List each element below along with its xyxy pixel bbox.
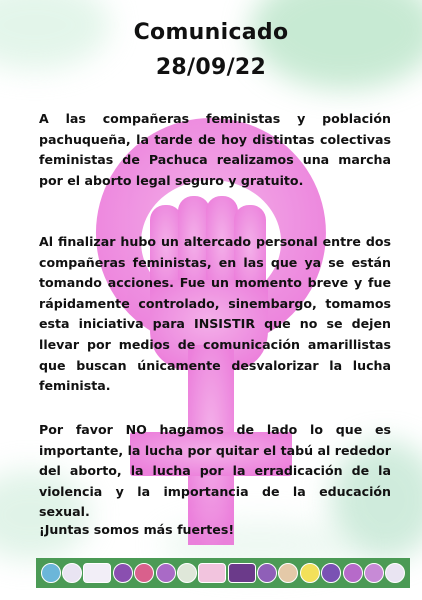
date-heading: 28/09/22	[155, 55, 267, 80]
page-title: Comunicado	[133, 20, 289, 45]
collective-logo-icon-16	[385, 563, 405, 583]
collective-logo-icon-12	[300, 563, 320, 583]
collective-logo-icon-11	[278, 563, 298, 583]
collective-logo-icon-13	[321, 563, 341, 583]
collective-logo-icon-7	[177, 563, 197, 583]
closing-line: ¡Juntas somos más fuertes!	[39, 522, 235, 537]
collective-logo-icon-3	[83, 563, 111, 583]
paragraph-incident: Al finalizar hubo un altercado personal entre dos compañeras feministas, en las que ya se están tomando acciones. Fue un momento breve y fue rápidamente controlado, sinembargo, tomamos esta iniciativa para INSISTIR que no se dejen llevar por medios de comunicación amarillistas que buscan únicamente desvalorizar la lucha feminista.	[39, 234, 391, 394]
collective-logo-icon-10	[257, 563, 277, 583]
collective-logos-band	[36, 558, 410, 588]
collective-logo-icon-14	[343, 563, 363, 583]
collective-logo-icon-1	[41, 563, 61, 583]
collective-logo-icon-6	[156, 563, 176, 583]
collective-logo-icon-9	[228, 563, 256, 583]
paragraph-appeal: Por favor NO hagamos de lado lo que es importante, la lucha por quitar el tabú al rededor del aborto, la lucha por la erradicación de la violencia y la importancia de la educación sexual.	[39, 422, 391, 520]
collective-logo-icon-8	[198, 563, 226, 583]
collective-logo-icon-5	[134, 563, 154, 583]
collective-logo-icon-2	[62, 563, 82, 583]
collective-logo-icon-15	[364, 563, 384, 583]
paragraph-intro: A las compañeras feministas y población pachuqueña, la tarde de hoy distintas colectivas feministas de Pachuca realizamos una marcha por el aborto legal seguro y gratuito.	[39, 111, 391, 188]
collective-logo-icon-4	[113, 563, 133, 583]
